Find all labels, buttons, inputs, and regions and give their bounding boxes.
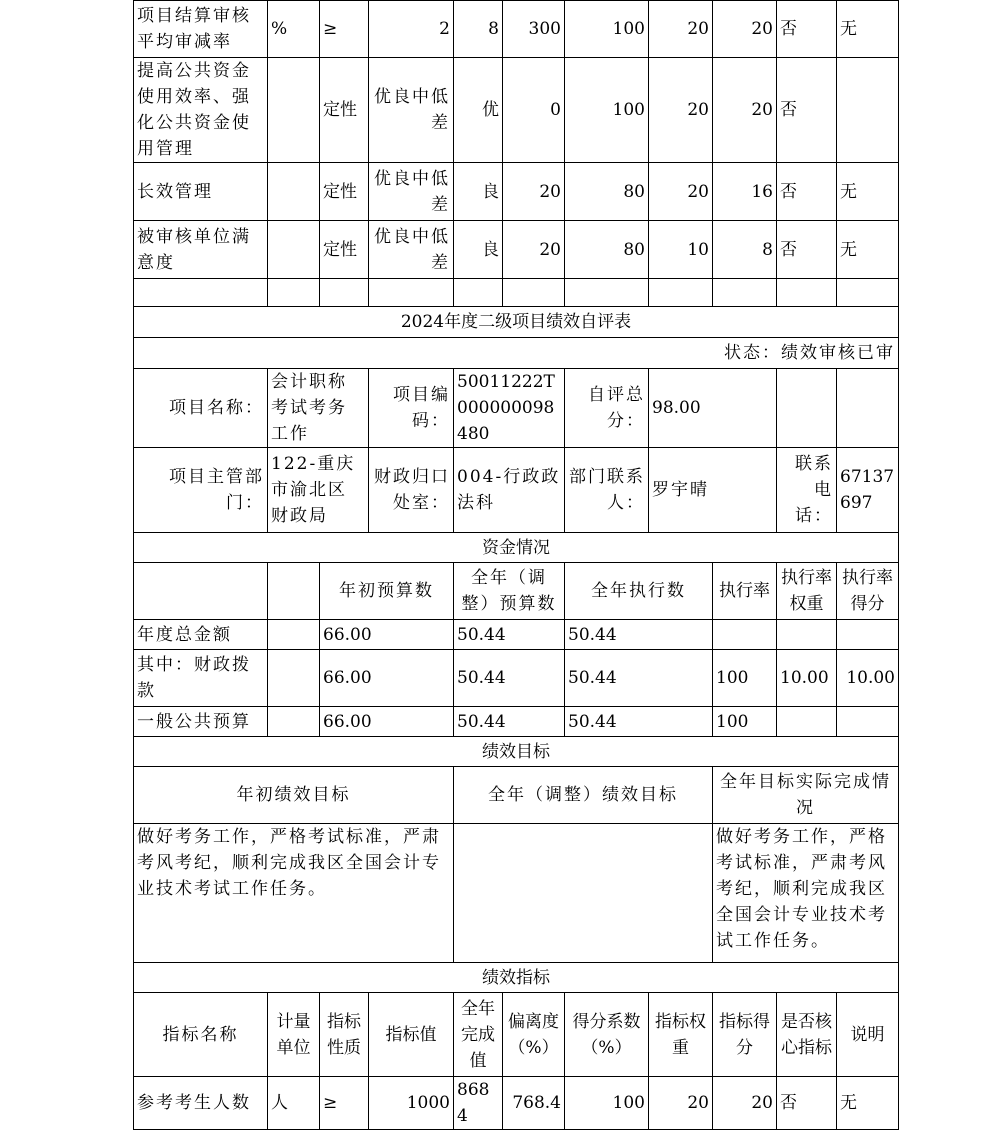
indicator-coef: 100: [565, 1077, 649, 1130]
funds-row-label: 一般公共预算: [134, 707, 268, 737]
self-score: 98.00: [649, 369, 777, 448]
indicator-name: 长效管理: [134, 163, 268, 221]
project-name: 会计职称考试考务工作: [268, 369, 369, 448]
indicator-actual: 良: [454, 221, 503, 279]
contact: 罗宇晴: [649, 448, 777, 533]
indicator-deviation: 20: [503, 163, 565, 221]
indicator-actual: 8: [454, 1, 503, 58]
funds-header-executed: 全年执行数: [565, 563, 713, 620]
ind-header-nature: 指标性质: [320, 993, 369, 1077]
performance-table: [133, 0, 899, 1130]
table-row: [134, 707, 899, 737]
indicator-actual: 良: [454, 163, 503, 221]
indicator-score: 8: [713, 221, 777, 279]
office: 004-行政政法科: [454, 448, 565, 533]
indicator-nature: ≥: [320, 1077, 369, 1130]
funds-header-rate: 执行率: [713, 563, 777, 620]
indicator-nature: 定性: [320, 58, 369, 163]
indicator-unit: %: [268, 1, 320, 58]
indicator-nature: ≥: [320, 1, 369, 58]
funds-row-label: 年度总金额: [134, 620, 268, 650]
indicator-target: 优良中低差: [369, 221, 454, 279]
contact-label: 部门联系人：: [565, 448, 649, 533]
indicator-score: 20: [713, 58, 777, 163]
funds-executed: 50.44: [565, 707, 713, 737]
funds-score: [837, 620, 899, 650]
funds-executed: 50.44: [565, 620, 713, 650]
ind-header-note: 说明: [837, 993, 899, 1077]
funds-section-title: 资金情况: [134, 533, 899, 563]
indicator-deviation: 300: [503, 1, 565, 58]
table-row: [134, 1, 899, 58]
funds-adjusted: 50.44: [454, 620, 565, 650]
table-row: [134, 163, 899, 221]
ind-header-core: 是否核心指标: [777, 993, 837, 1077]
goals-header-adjusted: 全年（调整）绩效目标: [454, 767, 713, 824]
indicator-unit: 人: [268, 1077, 320, 1130]
dept: 122-重庆市渝北区财政局: [268, 448, 369, 533]
indicator-score: 16: [713, 163, 777, 221]
funds-adjusted: 50.44: [454, 707, 565, 737]
indicator-actual: 优: [454, 58, 503, 163]
funds-rate: [713, 620, 777, 650]
phone: 67137697: [837, 448, 899, 533]
funds-header-weight: 执行率权重: [777, 563, 837, 620]
ind-header-coef: 得分系数（%）: [565, 993, 649, 1077]
indicator-core: 否: [777, 58, 837, 163]
indicator-note: [837, 58, 899, 163]
table-row: [134, 650, 899, 707]
funds-initial: 66.00: [320, 650, 454, 707]
indicator-name: 被审核单位满意度: [134, 221, 268, 279]
ind-header-target: 指标值: [369, 993, 454, 1077]
office-label: 财政归口处室：: [369, 448, 454, 533]
goals-actual: 做好考务工作，严格考试标准，严肃考风考纪，顺利完成我区全国会计专业技术考试工作任务。: [713, 824, 899, 963]
ind-header-actual: 全年完成值: [454, 993, 503, 1077]
funds-rate: 100: [713, 707, 777, 737]
indicator-nature: 定性: [320, 163, 369, 221]
funds-executed: 50.44: [565, 650, 713, 707]
indicator-note: 无: [837, 1, 899, 58]
indicator-deviation: 20: [503, 221, 565, 279]
funds-rate: 100: [713, 650, 777, 707]
dept-label: 项目主管部门：: [134, 448, 268, 533]
goals-section-title: 绩效目标: [134, 737, 899, 767]
indicator-coef: 80: [565, 221, 649, 279]
indicator-unit: [268, 163, 320, 221]
indicator-weight: 20: [649, 163, 713, 221]
form-title: 2024年度二级项目绩效自评表: [134, 307, 899, 338]
table-row: [134, 620, 899, 650]
indicator-weight: 10: [649, 221, 713, 279]
indicator-unit: [268, 58, 320, 163]
indicator-core: 否: [777, 221, 837, 279]
indicator-name: 参考考生人数: [134, 1077, 268, 1130]
indicator-weight: 20: [649, 58, 713, 163]
indicator-coef: 100: [565, 58, 649, 163]
funds-weight: [777, 620, 837, 650]
table-row: [134, 1077, 899, 1130]
funds-weight: 10.00: [777, 650, 837, 707]
project-name-label: 项目名称：: [134, 369, 268, 448]
indicator-core: 否: [777, 1077, 837, 1130]
funds-header-adjusted: 全年（调整）预算数: [454, 563, 565, 620]
goals-adjusted: [454, 824, 713, 963]
goals-header-actual: 全年目标实际完成情况: [713, 767, 899, 824]
indicator-weight: 20: [649, 1, 713, 58]
indicator-nature: 定性: [320, 221, 369, 279]
ind-header-deviation: 偏离度（%）: [503, 993, 565, 1077]
indicator-coef: 100: [565, 1, 649, 58]
funds-adjusted: 50.44: [454, 650, 565, 707]
indicator-actual: 8684: [454, 1077, 503, 1130]
funds-weight: [777, 707, 837, 737]
project-code-label: 项目编码：: [369, 369, 454, 448]
status-label: 状态：绩效审核已审: [134, 338, 899, 369]
indicator-name: 提高公共资金使用效率、强化公共资金使用管理: [134, 58, 268, 163]
indicator-target: 1000: [369, 1077, 454, 1130]
indicators-section-title: 绩效指标: [134, 963, 899, 993]
indicator-score: 20: [713, 1, 777, 58]
funds-row-label: 其中：财政拨款: [134, 650, 268, 707]
indicator-coef: 80: [565, 163, 649, 221]
funds-header-score: 执行率得分: [837, 563, 899, 620]
self-score-label: 自评总分：: [565, 369, 649, 448]
indicator-note: 无: [837, 163, 899, 221]
indicator-core: 否: [777, 163, 837, 221]
indicator-note: 无: [837, 1077, 899, 1130]
indicator-target: 优良中低差: [369, 163, 454, 221]
goals-initial: 做好考务工作，严格考试标准，严肃考风考纪，顺利完成我区全国会计专业技术考试工作任务。: [134, 824, 454, 963]
funds-initial: 66.00: [320, 620, 454, 650]
goals-header-initial: 年初绩效目标: [134, 767, 454, 824]
project-code: 50011222T000000098480: [454, 369, 565, 448]
indicator-weight: 20: [649, 1077, 713, 1130]
indicator-target: 优良中低差: [369, 58, 454, 163]
table-row: [134, 58, 899, 163]
phone-label: 联系电话：: [777, 448, 837, 533]
indicator-deviation: 768.4: [503, 1077, 565, 1130]
ind-header-weight: 指标权重: [649, 993, 713, 1077]
indicator-score: 20: [713, 1077, 777, 1130]
ind-header-unit: 计量单位: [268, 993, 320, 1077]
ind-header-score: 指标得分: [713, 993, 777, 1077]
ind-header-name: 指标名称: [134, 993, 268, 1077]
table-row-empty: [134, 279, 899, 307]
indicator-core: 否: [777, 1, 837, 58]
funds-score: [837, 707, 899, 737]
indicator-deviation: 0: [503, 58, 565, 163]
indicator-unit: [268, 221, 320, 279]
indicator-target: 2: [369, 1, 454, 58]
table-row: [134, 221, 899, 279]
funds-header-initial: 年初预算数: [320, 563, 454, 620]
indicator-note: 无: [837, 221, 899, 279]
indicator-name: 项目结算审核平均审减率: [134, 1, 268, 58]
funds-score: 10.00: [837, 650, 899, 707]
funds-initial: 66.00: [320, 707, 454, 737]
